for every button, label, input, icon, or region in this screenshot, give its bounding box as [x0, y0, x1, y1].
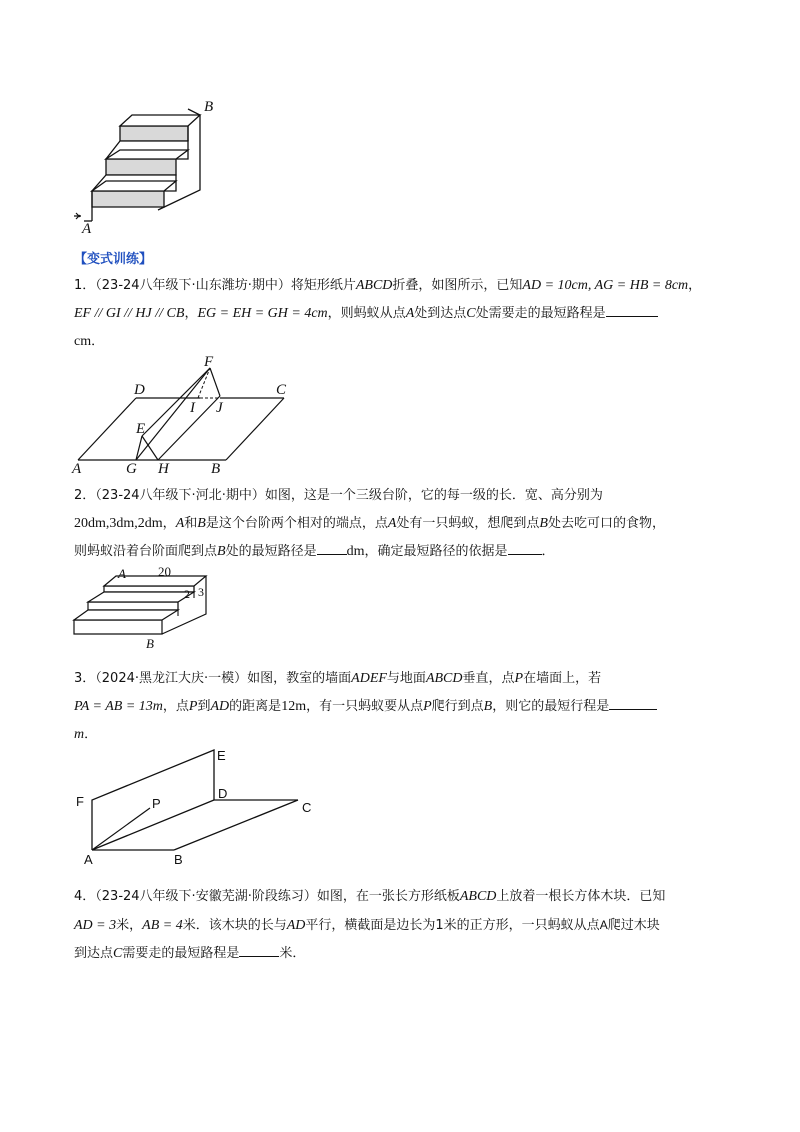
label-D: D	[134, 382, 145, 398]
label-H: H	[158, 461, 169, 477]
problem-source: （23-24八年级下·河北·期中）	[95, 488, 265, 503]
problem-number: 1．	[74, 278, 96, 293]
label-G: G	[126, 461, 137, 477]
label-F: F	[76, 794, 84, 809]
problem-source: （23-24八年级下·山东潍坊·期中）	[95, 278, 291, 293]
three-step-figure	[70, 564, 220, 651]
label-J: J	[216, 400, 223, 416]
answer-blank[interactable]	[508, 540, 542, 555]
label-P: P	[152, 796, 161, 811]
folded-rectangle-figure	[70, 356, 300, 476]
label-F: F	[204, 354, 214, 370]
problem-1: 1．（23-24八年级下·山东潍坊·期中）将矩形纸片ABCD折叠，如图所示，已知AD = 10cm, AG = HB = 8cm， EF // GI // HJ // CB，EG = EH = GH = 4cm，则蚂蚁从点A处到达点C处需要走的最短路程是 cm．	[74, 278, 702, 349]
label-B: B	[146, 636, 154, 651]
label-C: C	[276, 382, 287, 398]
answer-blank[interactable]	[317, 540, 347, 555]
problem-number: 2．	[74, 488, 96, 503]
label-A: A	[82, 221, 92, 237]
label-20: 20	[158, 564, 171, 579]
wall-floor-figure	[70, 746, 330, 866]
label-D: D	[218, 786, 228, 801]
problem-number: 3．	[74, 671, 96, 686]
label-2: 2	[184, 587, 190, 601]
label-E: E	[217, 748, 226, 763]
label-I: I	[190, 400, 195, 416]
label-B: B	[204, 99, 214, 115]
label-A: A	[84, 852, 93, 867]
label-E: E	[136, 421, 146, 437]
answer-blank[interactable]	[239, 942, 279, 957]
answer-blank[interactable]	[606, 302, 658, 317]
problem-4: 4．（23-24八年级下·安徽芜湖·阶段练习）如图，在一张长方形纸板ABCD上放着一根长方体木块．已知 AD = 3米，AB = 4米．该木块的长与AD平行，横截面是边长为1米的正方形，一只蚂蚁从点A爬过木块 到达点C需要走的最短路程是 米．	[74, 889, 666, 961]
label-C: C	[302, 800, 312, 815]
label-3: 3	[198, 585, 204, 599]
section-title: 【变式训练】	[74, 252, 153, 267]
problem-3: 3．（2024·黑龙江大庆·一模）如图，教室的墙面ADEF与地面ABCD垂直，点P在墙面上，若 PA = AB = 13m，点P到AD的距离是12m，有一只蚂蚁要从点P爬行到点B，则它的最短行程是 m．	[74, 665, 734, 749]
answer-blank[interactable]	[609, 695, 657, 710]
label-A: A	[118, 566, 126, 581]
label-A: A	[72, 461, 82, 477]
problem-source: （2024·黑龙江大庆·一模）	[95, 671, 248, 686]
problem-number: 4．	[74, 889, 96, 904]
problem-source: （23-24八年级下·安徽芜湖·阶段练习）	[95, 889, 317, 904]
problem-2: 2．（23-24八年级下·河北·期中）如图，这是一个三级台阶，它的每一级的长．宽、高分别为 20dm,3dm,2dm，A和B是这个台阶两个相对的端点，点A处有一只蚂蚁，想爬到点B处去吃可口的食物， 则蚂蚁沿着台阶面爬到点B处的最短路径是 dm，确定最短路径的依据是 ．	[74, 488, 665, 559]
label-B: B	[174, 852, 183, 867]
staircase-figure-top	[70, 95, 230, 235]
label-B: B	[211, 461, 221, 477]
